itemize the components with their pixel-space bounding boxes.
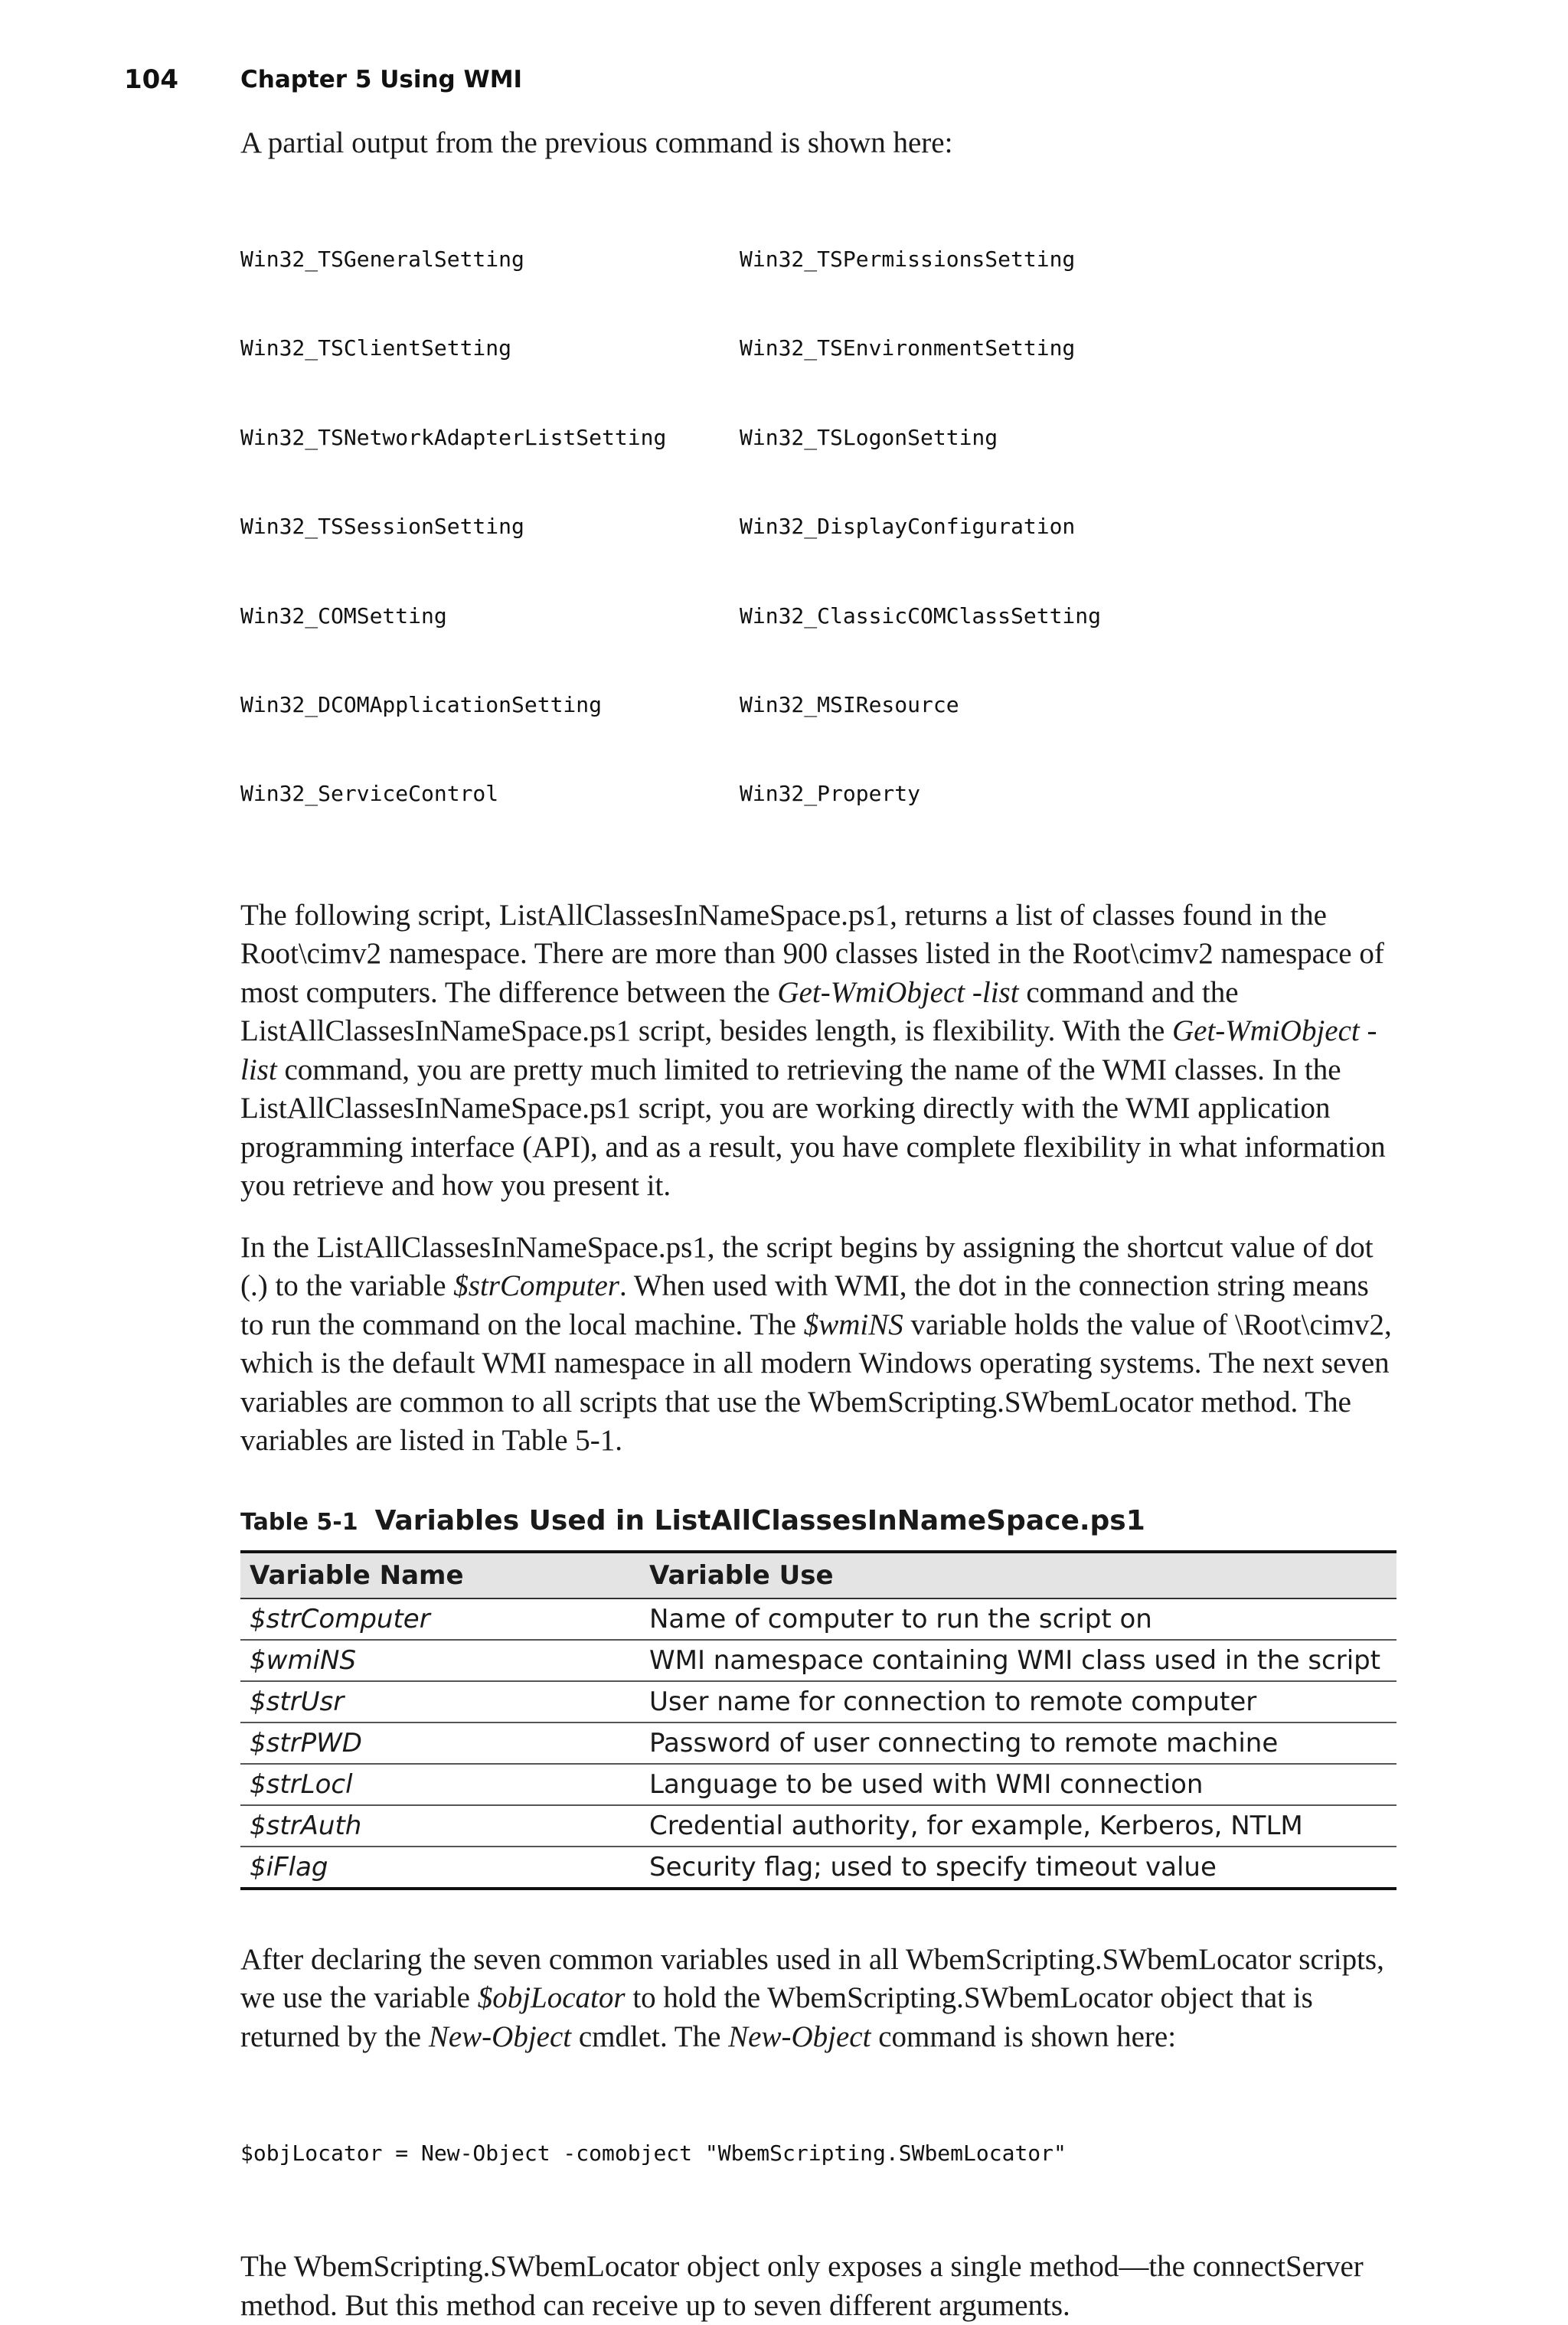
variable-name-cell: $strLocl [240,1764,640,1805]
class-name: Win32_TSGeneralSetting [240,247,524,273]
class-name: Win32_DCOMApplicationSetting [240,692,603,718]
table-row [240,1681,1396,1723]
command-reference: Get-WmiObject -list [240,1014,1377,1086]
variable-reference: $objLocator [477,1981,626,2015]
table-row [240,1805,1396,1847]
command-reference: Get-WmiObject -list [777,975,1019,1009]
variable-use-cell: Security flag; used to specify timeout value [649,1851,1217,1883]
table-row [240,1764,1396,1805]
connectserver-paragraph: The WbemScripting.SWbemLocator object only exposes a single method—the connectServer method. But this method can receive up to seven different arguments. [240,2250,1364,2322]
text-run: cmdlet. The [571,2020,729,2053]
text-run: command, you are pretty much limited to retrieving the name of the WMI classes. In the ListAllClassesInNameSpace.ps1 script, you are working directly with the WMI application programming interface (API), and as a result, you have complete flexibility in what information you retrieve and how you present it. [240,1053,1386,1203]
code-example [240,2079,1395,2228]
table-number: Table 5-1 [240,1508,358,1536]
variable-use-cell: Language to be used with WMI connection [640,1764,1396,1805]
page-number: 104 [124,64,178,95]
variable-reference: $wmiNS [803,1308,903,1341]
text-run: The following script, ListAllClassesInNameSpace.ps1, returns a list of classes found in the Root\cimv2 namespace. There are more than 900 classes listed in the Root\cimv2 namespace of most computers. The difference between the [240,898,1384,1009]
code-line: $objLocator = New-Object -comobject "WbemScripting.SWbemLocator" [240,2140,1067,2166]
intro-paragraph: A partial output from the previous command is shown here: [240,126,953,159]
text-run: In the ListAllClassesInNameSpace.ps1, the script begins by assigning the shortcut value of dot (.) to the variable [240,1230,1374,1303]
variable-use-cell: Name of computer to run the script on [640,1598,1396,1640]
text-run: . When used with WMI, the dot in the connection string means to run the command on the local machine. The [240,1269,1369,1341]
class-list-output [240,186,1395,869]
text-run: command and the ListAllClassesInNameSpace.ps1 script, besides length, is flexibility. With the [240,975,1239,1048]
table-row [240,1598,1396,1640]
variable-use-cell: Credential authority, for example, Kerberos, NTLM [640,1805,1396,1847]
variable-use-cell: User name for connection to remote computer [640,1681,1396,1723]
text-run: After declaring the seven common variables used in all WbemScripting.SWbemLocator scripts, we use the variable [240,1942,1384,2015]
class-name: Win32_TSPermissionsSetting [740,247,1076,273]
class-name: Win32_MSIResource [740,692,959,718]
class-name: Win32_TSSessionSetting [240,514,524,540]
table-row [240,1640,1396,1681]
variables-table [240,1550,1396,1890]
locator-paragraph [240,1941,1395,2057]
variable-use-cell: WMI namespace containing WMI class used in the script [640,1640,1396,1681]
class-name: Win32_COMSetting [240,602,447,629]
page-content [240,124,1395,2325]
class-name: Win32_TSNetworkAdapterListSetting [240,424,667,450]
class-name: Win32_Property [740,781,921,807]
variable-name-cell: $iFlag [250,1851,328,1883]
class-list-left-column [240,186,740,869]
variable-name-cell: $strUsr [240,1681,640,1723]
column-header: Variable Name [240,1552,640,1598]
cmdlet-reference: New-Object [428,2020,572,2053]
text-run: to hold the WbemScripting.SWbemLocator object that is returned by the [240,1981,1313,2053]
chapter-title: Chapter 5 Using WMI [240,66,523,93]
variable-name-cell: $strComputer [240,1598,640,1640]
table-caption [240,1505,1395,1536]
class-name: Win32_TSEnvironmentSetting [740,335,1076,361]
class-name: Win32_TSLogonSetting [740,424,998,450]
text-run: command is shown here: [871,2020,1177,2053]
class-name: Win32_ClassicCOMClassSetting [740,602,1102,629]
table-header-row [240,1552,1396,1598]
column-header: Variable Use [640,1552,1396,1598]
variable-name-cell: $strPWD [240,1723,640,1764]
variable-reference: $strComputer [453,1269,619,1303]
class-name: Win32_DisplayConfiguration [740,514,1076,540]
text-run: variable holds the value of \Root\cimv2, which is the default WMI namespace in all modern Windows operating systems. The next seven variables are common to all scripts that use the WbemScripting.SWbemLocator method. The variables are listed in Table 5-1. [240,1308,1392,1458]
script-description-paragraph [240,896,1395,1206]
table-title: Variables Used in ListAllClassesInNameSpace.ps1 [374,1504,1145,1536]
variable-name-cell: $wmiNS [240,1640,640,1681]
class-name: Win32_TSClientSetting [240,335,512,361]
table-row [240,1723,1396,1764]
variables-paragraph [240,1229,1395,1461]
cmdlet-reference: New-Object [728,2020,871,2053]
class-name: Win32_ServiceControl [240,781,499,807]
class-list-right-column [740,186,1101,869]
variable-use-cell: Password of user connecting to remote machine [640,1723,1396,1764]
table-row [240,1847,1396,1889]
variable-name-cell: $strAuth [240,1805,640,1847]
